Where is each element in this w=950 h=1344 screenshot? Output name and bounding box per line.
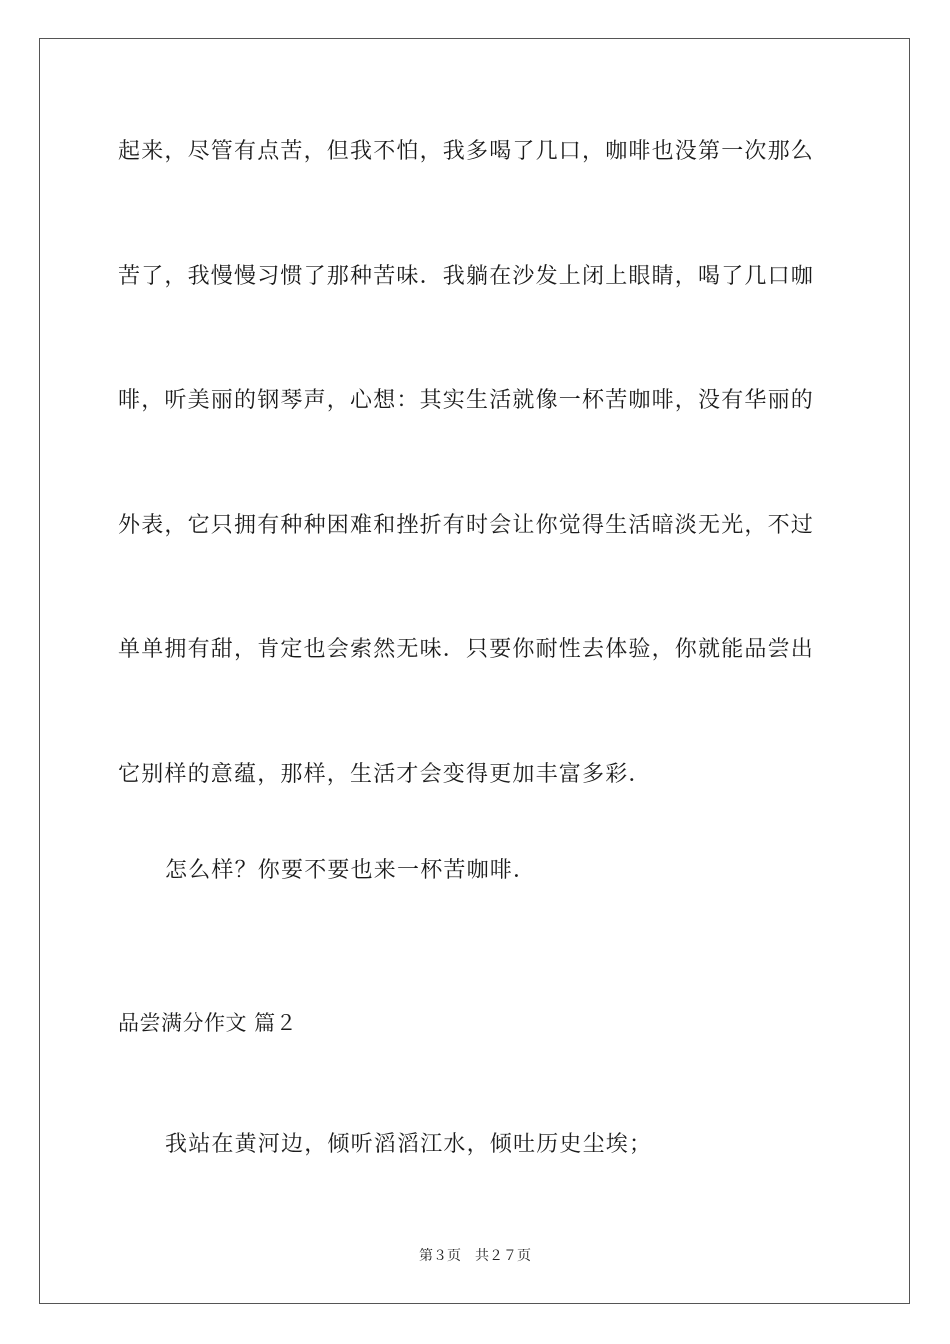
closing-paragraph: 怎么样？你要不要也来一杯苦咖啡．	[165, 858, 537, 883]
body-line-1: 起来，尽管有点苦，但我不怕，我多喝了几口，咖啡也没第一次那么	[118, 139, 815, 164]
body-line-2: 苦了，我慢慢习惯了那种苦味．我躺在沙发上闭上眼睛，喝了几口咖	[118, 264, 815, 289]
page-total: 共２７页	[475, 1248, 531, 1264]
page-footer	[0, 1247, 950, 1265]
page-border	[39, 38, 910, 1304]
section-heading: 品尝满分作文 篇２	[118, 1011, 298, 1035]
body-line-5: 单单拥有甜，肯定也会索然无味．只要你耐性去体验，你就能品尝出	[118, 637, 815, 662]
next-paragraph: 我站在黄河边，倾听滔滔江水，倾吐历史尘埃；	[165, 1132, 653, 1157]
body-line-6: 它别样的意蕴，那样，生活才会变得更加丰富多彩．	[118, 762, 652, 787]
body-line-3: 啡，听美丽的钢琴声，心想：其实生活就像一杯苦咖啡，没有华丽的	[118, 388, 815, 413]
page-number: 第３页	[419, 1248, 461, 1264]
body-line-4: 外表，它只拥有种种困难和挫折有时会让你觉得生活暗淡无光，不过	[118, 513, 815, 538]
